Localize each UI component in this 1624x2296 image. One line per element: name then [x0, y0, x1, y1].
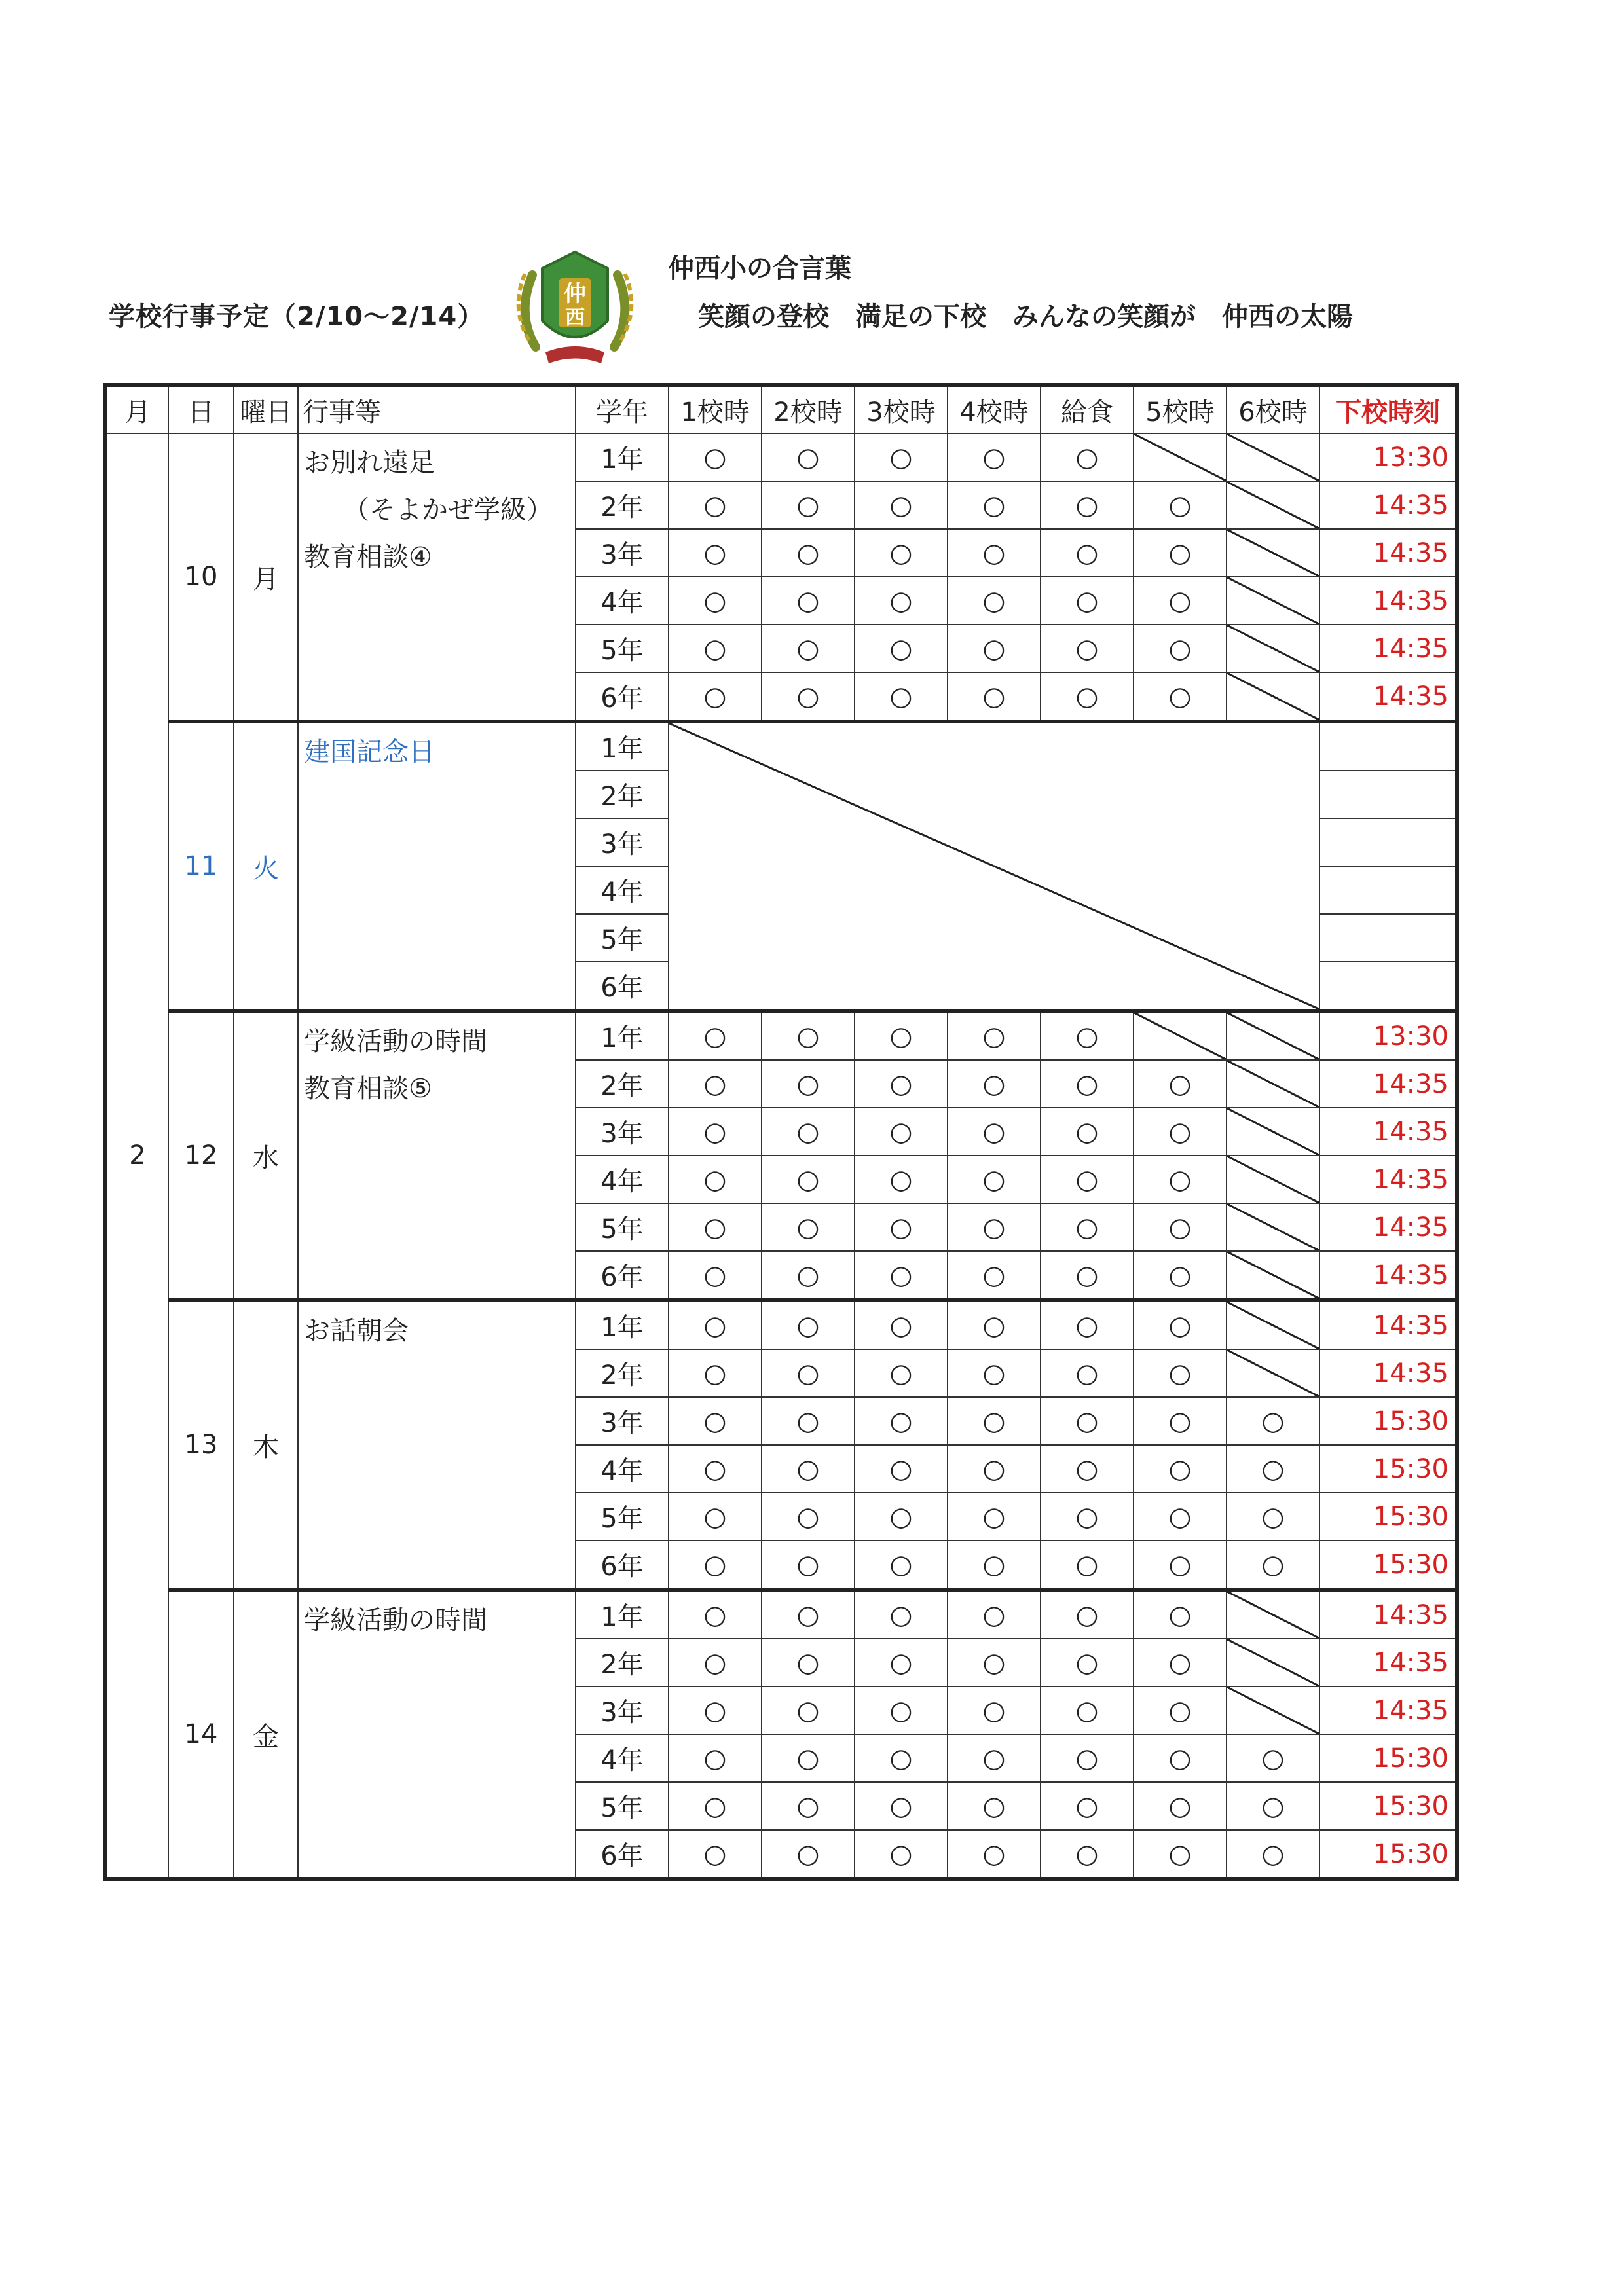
class-mark: ○	[1134, 481, 1227, 529]
motto-text: 笑顔の登校 満足の下校 みんなの笑顔が 仲西の太陽	[698, 302, 1353, 332]
class-mark: ○	[855, 1493, 948, 1540]
class-mark: ○	[669, 1686, 762, 1734]
class-mark: ○	[855, 1203, 948, 1251]
date-cell: 12	[168, 1011, 234, 1300]
weekday-cell: 金	[234, 1590, 298, 1879]
class-mark: ○	[1134, 672, 1227, 721]
header-row	[105, 385, 1457, 433]
class-mark: ○	[762, 1300, 855, 1349]
grade-cell: 5年	[576, 625, 669, 672]
class-mark: ○	[669, 625, 762, 672]
class-mark: ○	[669, 1156, 762, 1203]
event-text: 学級活動の時間	[304, 1027, 487, 1057]
no-class-slash	[1227, 577, 1320, 625]
class-mark: ○	[762, 481, 855, 529]
class-mark: ○	[948, 1830, 1041, 1879]
event-text: 教育相談⑤	[304, 1074, 432, 1104]
event-cell	[298, 1590, 576, 1879]
grade-cell: 4年	[576, 1445, 669, 1493]
class-mark: ○	[762, 1011, 855, 1060]
grade-cell: 3年	[576, 1397, 669, 1445]
grade-cell: 5年	[576, 1782, 669, 1830]
dismissal-time	[1320, 721, 1457, 771]
class-mark: ○	[762, 1251, 855, 1300]
class-mark: ○	[1134, 577, 1227, 625]
class-mark: ○	[1227, 1540, 1320, 1590]
grade-cell: 4年	[576, 866, 669, 914]
class-mark: ○	[669, 481, 762, 529]
dismissal-time: 13:30	[1320, 433, 1457, 481]
no-class-slash	[1134, 433, 1227, 481]
grade-cell: 4年	[576, 1734, 669, 1782]
event-cell	[298, 1011, 576, 1300]
grade-cell: 3年	[576, 818, 669, 866]
class-mark: ○	[762, 1156, 855, 1203]
class-mark: ○	[762, 1349, 855, 1397]
class-mark: ○	[1041, 1300, 1134, 1349]
class-mark: ○	[1134, 1203, 1227, 1251]
class-mark: ○	[855, 1156, 948, 1203]
class-mark: ○	[1134, 1108, 1227, 1156]
no-class-slash	[1227, 672, 1320, 721]
no-class-slash	[1227, 1011, 1320, 1060]
class-mark: ○	[1041, 1445, 1134, 1493]
grade-cell: 1年	[576, 1011, 669, 1060]
class-mark: ○	[1134, 1300, 1227, 1349]
class-mark: ○	[1134, 1156, 1227, 1203]
class-mark: ○	[669, 1590, 762, 1639]
dismissal-time: 13:30	[1320, 1011, 1457, 1060]
class-mark: ○	[762, 1639, 855, 1686]
class-mark: ○	[1041, 1686, 1134, 1734]
dismissal-time: 15:30	[1320, 1445, 1457, 1493]
class-mark: ○	[855, 1397, 948, 1445]
class-mark: ○	[948, 672, 1041, 721]
class-mark: ○	[1134, 1397, 1227, 1445]
dismissal-time: 14:35	[1320, 1686, 1457, 1734]
class-mark: ○	[855, 1300, 948, 1349]
class-mark: ○	[669, 577, 762, 625]
dismissal-time: 14:35	[1320, 1349, 1457, 1397]
class-mark: ○	[855, 625, 948, 672]
no-class-slash	[1227, 433, 1320, 481]
class-mark: ○	[1041, 672, 1134, 721]
class-mark: ○	[855, 1540, 948, 1590]
class-mark: ○	[1041, 1397, 1134, 1445]
date-cell: 14	[168, 1590, 234, 1879]
class-mark: ○	[1041, 1639, 1134, 1686]
weekday-cell: 水	[234, 1011, 298, 1300]
grade-cell: 6年	[576, 1251, 669, 1300]
class-mark: ○	[855, 1686, 948, 1734]
class-mark: ○	[762, 625, 855, 672]
no-class-slash	[1227, 1060, 1320, 1108]
motto-title: 仲西小の合言葉	[668, 253, 851, 283]
class-mark: ○	[948, 1686, 1041, 1734]
dismissal-time: 14:35	[1320, 1156, 1457, 1203]
dismissal-time: 14:35	[1320, 1060, 1457, 1108]
class-mark: ○	[669, 1397, 762, 1445]
dismissal-time: 14:35	[1320, 1639, 1457, 1686]
column-header: 学年	[576, 385, 669, 433]
class-mark: ○	[948, 577, 1041, 625]
class-mark: ○	[855, 672, 948, 721]
date-cell: 11	[168, 721, 234, 1011]
class-mark: ○	[669, 529, 762, 577]
class-mark: ○	[855, 577, 948, 625]
class-mark: ○	[948, 529, 1041, 577]
class-mark: ○	[855, 1011, 948, 1060]
class-mark: ○	[1134, 1493, 1227, 1540]
class-mark: ○	[948, 1349, 1041, 1397]
class-mark: ○	[669, 1493, 762, 1540]
event-cell	[298, 721, 576, 1011]
dismissal-time: 14:35	[1320, 1108, 1457, 1156]
class-mark: ○	[762, 1445, 855, 1493]
column-header: 日	[168, 385, 234, 433]
class-mark: ○	[948, 1397, 1041, 1445]
class-mark: ○	[855, 1060, 948, 1108]
event-text: 学級活動の時間	[304, 1605, 487, 1635]
class-mark: ○	[669, 1540, 762, 1590]
class-mark: ○	[669, 433, 762, 481]
dismissal-time	[1320, 818, 1457, 866]
class-mark: ○	[669, 1445, 762, 1493]
class-mark: ○	[1041, 1060, 1134, 1108]
class-mark: ○	[1134, 1830, 1227, 1879]
class-mark: ○	[948, 481, 1041, 529]
class-mark: ○	[762, 1397, 855, 1445]
class-mark: ○	[1041, 481, 1134, 529]
class-mark: ○	[762, 1060, 855, 1108]
event-text: お別れ遠足	[304, 448, 435, 478]
class-mark: ○	[855, 481, 948, 529]
class-mark: ○	[1134, 1060, 1227, 1108]
holiday-no-class-cell	[669, 721, 1320, 1011]
no-class-slash	[1227, 1590, 1320, 1639]
grade-cell: 3年	[576, 529, 669, 577]
column-header: 5校時	[1134, 385, 1227, 433]
emblem-char-1: 仲	[564, 281, 586, 307]
no-class-slash	[1227, 625, 1320, 672]
no-class-slash	[1227, 1108, 1320, 1156]
grade-cell: 2年	[576, 771, 669, 818]
dismissal-time: 14:35	[1320, 529, 1457, 577]
class-mark: ○	[1134, 1540, 1227, 1590]
class-mark: ○	[948, 1540, 1041, 1590]
dismissal-time: 14:35	[1320, 1203, 1457, 1251]
column-header: 4校時	[948, 385, 1041, 433]
class-mark: ○	[762, 1830, 855, 1879]
class-mark: ○	[1041, 1349, 1134, 1397]
schedule-body	[105, 433, 1457, 1879]
grade-cell: 6年	[576, 1540, 669, 1590]
dismissal-time	[1320, 866, 1457, 914]
class-mark: ○	[855, 1590, 948, 1639]
dismissal-time	[1320, 962, 1457, 1011]
class-mark: ○	[1134, 1782, 1227, 1830]
no-class-slash	[1227, 1156, 1320, 1203]
class-mark: ○	[948, 1156, 1041, 1203]
table-row	[105, 721, 1457, 771]
class-mark: ○	[762, 529, 855, 577]
class-mark: ○	[855, 529, 948, 577]
class-mark: ○	[855, 1782, 948, 1830]
column-header: 1校時	[669, 385, 762, 433]
class-mark: ○	[948, 1300, 1041, 1349]
class-mark: ○	[1134, 625, 1227, 672]
class-mark: ○	[1041, 1108, 1134, 1156]
grade-cell: 1年	[576, 1300, 669, 1349]
table-row	[105, 1011, 1457, 1060]
class-mark: ○	[762, 1540, 855, 1590]
no-class-slash	[1227, 1300, 1320, 1349]
class-mark: ○	[948, 1493, 1041, 1540]
class-mark: ○	[1134, 1686, 1227, 1734]
grade-cell: 2年	[576, 1349, 669, 1397]
dismissal-time: 15:30	[1320, 1540, 1457, 1590]
class-mark: ○	[855, 1251, 948, 1300]
class-mark: ○	[669, 1639, 762, 1686]
column-header: 給食	[1041, 385, 1134, 433]
grade-cell: 5年	[576, 914, 669, 962]
class-mark: ○	[1041, 1590, 1134, 1639]
grade-cell: 2年	[576, 1060, 669, 1108]
class-mark: ○	[948, 1251, 1041, 1300]
class-mark: ○	[1041, 433, 1134, 481]
schedule-title: 学校行事予定（2/10〜2/14）	[109, 302, 485, 332]
class-mark: ○	[669, 672, 762, 721]
date-cell: 13	[168, 1300, 234, 1590]
class-mark: ○	[1041, 577, 1134, 625]
event-cell	[298, 433, 576, 721]
weekday-cell: 月	[234, 433, 298, 721]
dismissal-time: 15:30	[1320, 1734, 1457, 1782]
class-mark: ○	[669, 1830, 762, 1879]
event-text: （そよかぜ学級）	[343, 495, 553, 525]
no-class-slash	[1227, 1251, 1320, 1300]
class-mark: ○	[855, 1445, 948, 1493]
no-class-slash	[1227, 529, 1320, 577]
class-mark: ○	[1134, 1639, 1227, 1686]
dismissal-time: 15:30	[1320, 1493, 1457, 1540]
class-mark: ○	[762, 1203, 855, 1251]
class-mark: ○	[1227, 1397, 1320, 1445]
class-mark: ○	[1227, 1782, 1320, 1830]
class-mark: ○	[669, 1300, 762, 1349]
class-mark: ○	[762, 1782, 855, 1830]
class-mark: ○	[948, 1060, 1041, 1108]
grade-cell: 6年	[576, 1830, 669, 1879]
class-mark: ○	[948, 1590, 1041, 1639]
school-emblem	[509, 242, 640, 373]
class-mark: ○	[948, 1011, 1041, 1060]
class-mark: ○	[1041, 1251, 1134, 1300]
class-mark: ○	[669, 1349, 762, 1397]
emblem-char-2: 西	[565, 306, 585, 329]
table-row	[105, 433, 1457, 481]
table-row	[105, 1300, 1457, 1349]
class-mark: ○	[669, 1251, 762, 1300]
class-mark: ○	[1041, 1493, 1134, 1540]
dismissal-time	[1320, 914, 1457, 962]
class-mark: ○	[762, 433, 855, 481]
dismissal-time: 14:35	[1320, 625, 1457, 672]
class-mark: ○	[1134, 1445, 1227, 1493]
grade-cell: 2年	[576, 481, 669, 529]
weekday-cell: 火	[234, 721, 298, 1011]
dismissal-time: 15:30	[1320, 1830, 1457, 1879]
class-mark: ○	[948, 1734, 1041, 1782]
dismissal-time: 15:30	[1320, 1397, 1457, 1445]
grade-cell: 4年	[576, 577, 669, 625]
class-mark: ○	[948, 1782, 1041, 1830]
grade-cell: 1年	[576, 1590, 669, 1639]
class-mark: ○	[1041, 1734, 1134, 1782]
class-mark: ○	[948, 1203, 1041, 1251]
column-header: 下校時刻	[1320, 385, 1457, 433]
class-mark: ○	[855, 1108, 948, 1156]
class-mark: ○	[762, 1493, 855, 1540]
class-mark: ○	[1134, 1349, 1227, 1397]
no-class-slash	[1227, 1203, 1320, 1251]
class-mark: ○	[948, 1639, 1041, 1686]
class-mark: ○	[948, 433, 1041, 481]
grade-cell: 1年	[576, 721, 669, 771]
event-text: 教育相談④	[304, 542, 432, 572]
event-text: お話朝会	[304, 1316, 409, 1346]
dismissal-time: 14:35	[1320, 672, 1457, 721]
event-cell	[298, 1300, 576, 1590]
class-mark: ○	[762, 1686, 855, 1734]
dismissal-time: 14:35	[1320, 1590, 1457, 1639]
class-mark: ○	[669, 1203, 762, 1251]
class-mark: ○	[1041, 1782, 1134, 1830]
column-header: 3校時	[855, 385, 948, 433]
dismissal-time: 14:35	[1320, 481, 1457, 529]
dismissal-time	[1320, 771, 1457, 818]
column-header: 6校時	[1227, 385, 1320, 433]
grade-cell: 4年	[576, 1156, 669, 1203]
class-mark: ○	[669, 1782, 762, 1830]
grade-cell: 1年	[576, 433, 669, 481]
grade-cell: 3年	[576, 1686, 669, 1734]
class-mark: ○	[1041, 1540, 1134, 1590]
class-mark: ○	[948, 625, 1041, 672]
schedule-table	[103, 383, 1459, 1881]
dismissal-time: 14:35	[1320, 577, 1457, 625]
grade-cell: 2年	[576, 1639, 669, 1686]
class-mark: ○	[855, 1639, 948, 1686]
column-header: 曜日	[234, 385, 298, 433]
grade-cell: 3年	[576, 1108, 669, 1156]
class-mark: ○	[855, 1349, 948, 1397]
grade-cell: 6年	[576, 962, 669, 1011]
class-mark: ○	[762, 1590, 855, 1639]
grade-cell: 5年	[576, 1203, 669, 1251]
date-cell: 10	[168, 433, 234, 721]
dismissal-time: 14:35	[1320, 1300, 1457, 1349]
column-header: 月	[105, 385, 168, 433]
dismissal-time: 14:35	[1320, 1251, 1457, 1300]
class-mark: ○	[948, 1108, 1041, 1156]
class-mark: ○	[669, 1734, 762, 1782]
column-header: 行事等	[298, 385, 576, 433]
class-mark: ○	[1041, 1203, 1134, 1251]
class-mark: ○	[948, 1445, 1041, 1493]
class-mark: ○	[762, 577, 855, 625]
no-class-slash	[1227, 1349, 1320, 1397]
class-mark: ○	[1134, 1251, 1227, 1300]
column-header: 2校時	[762, 385, 855, 433]
table-row	[105, 1590, 1457, 1639]
class-mark: ○	[762, 1108, 855, 1156]
class-mark: ○	[855, 1830, 948, 1879]
dismissal-time: 15:30	[1320, 1782, 1457, 1830]
class-mark: ○	[669, 1011, 762, 1060]
no-class-slash	[1227, 1639, 1320, 1686]
class-mark: ○	[1134, 529, 1227, 577]
no-class-slash	[1134, 1011, 1227, 1060]
class-mark: ○	[855, 433, 948, 481]
class-mark: ○	[1227, 1734, 1320, 1782]
class-mark: ○	[1041, 1830, 1134, 1879]
class-mark: ○	[1134, 1590, 1227, 1639]
no-class-slash	[1227, 481, 1320, 529]
no-class-slash	[1227, 1686, 1320, 1734]
event-text: 建国記念日	[304, 737, 435, 767]
class-mark: ○	[1041, 1156, 1134, 1203]
class-mark: ○	[1041, 1011, 1134, 1060]
grade-cell: 6年	[576, 672, 669, 721]
month-cell: 2	[105, 433, 168, 1879]
weekday-cell: 木	[234, 1300, 298, 1590]
grade-cell: 5年	[576, 1493, 669, 1540]
class-mark: ○	[1134, 1734, 1227, 1782]
class-mark: ○	[762, 1734, 855, 1782]
class-mark: ○	[1041, 625, 1134, 672]
class-mark: ○	[1227, 1445, 1320, 1493]
class-mark: ○	[762, 672, 855, 721]
class-mark: ○	[1227, 1830, 1320, 1879]
class-mark: ○	[855, 1734, 948, 1782]
class-mark: ○	[669, 1060, 762, 1108]
class-mark: ○	[669, 1108, 762, 1156]
class-mark: ○	[1041, 529, 1134, 577]
class-mark: ○	[1227, 1493, 1320, 1540]
